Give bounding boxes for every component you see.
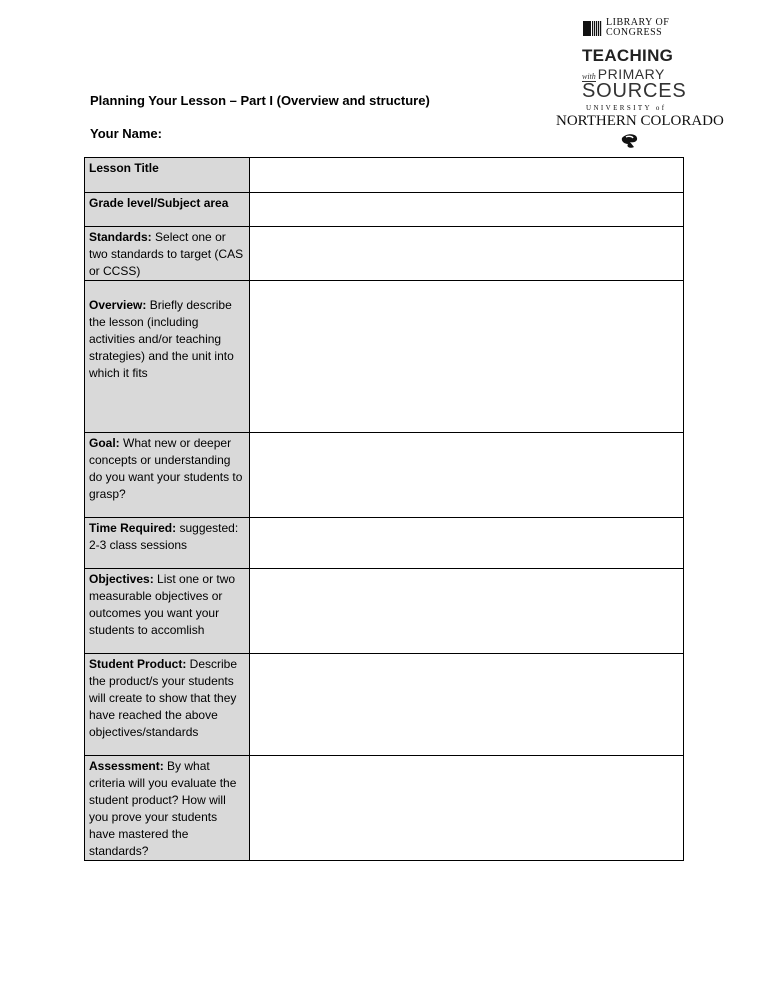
label-time-required: Time Required: suggested: 2-3 class sessions [85,518,250,569]
label-student-product: Student Product: Describe the product/s your students will create to show that they have reached the above objectives/standards [85,654,250,756]
row-lesson-title [85,158,684,193]
label-lesson-title: Lesson Title [85,158,250,193]
label-assessment: Assessment: By what criteria will you evaluate the student product? How will you prove your students have mastered the standards? [85,756,250,861]
row-objectives [85,569,684,654]
unc-university: UNIVERSITY of [586,104,667,112]
field-assessment[interactable] [250,756,684,861]
label-grade-level: Grade level/Subject area [85,193,250,227]
field-overview[interactable] [250,281,684,433]
label-goal: Goal: What new or deeper concepts or understanding do you want your students to grasp? [85,433,250,518]
field-lesson-title[interactable] [250,158,684,193]
row-goal [85,433,684,518]
lesson-plan-table [84,157,684,861]
tps-teaching: TEACHING [582,46,674,65]
field-objectives[interactable] [250,569,684,654]
tps-sources: SOURCES [582,80,687,102]
your-name-label: Your Name: [90,126,162,141]
tps-with: with [582,72,596,81]
row-student-product [85,654,684,756]
field-grade-level[interactable] [250,193,684,227]
row-assessment [85,756,684,861]
loc-line1: LIBRARY OF [606,17,670,28]
label-standards: Standards: Select one or two standards to target (CAS or CCSS) [85,227,250,281]
loc-line2: CONGRESS [606,27,663,38]
row-standards [85,227,684,281]
label-overview: Overview: Briefly describe the lesson (including activities and/or teaching strategies) and the unit into which it fits [85,281,250,433]
row-time-required [85,518,684,569]
field-student-product[interactable] [250,654,684,756]
field-standards[interactable] [250,227,684,281]
label-objectives: Objectives: List one or two measurable objectives or outcomes you want your students to accomlish [85,569,250,654]
field-time-required[interactable] [250,518,684,569]
field-goal[interactable] [250,433,684,518]
tps-primary: PRIMARY [597,66,665,82]
library-of-congress-logo [582,18,669,38]
book-icon [582,18,602,38]
logo-block [556,16,724,156]
unc-northern-colorado: NORTHERN COLORADO [556,113,724,129]
page-title: Planning Your Lesson – Part I (Overview and structure) [90,93,430,108]
unc-bear-icon [620,132,640,150]
row-overview [85,281,684,433]
row-grade-level [85,193,684,227]
